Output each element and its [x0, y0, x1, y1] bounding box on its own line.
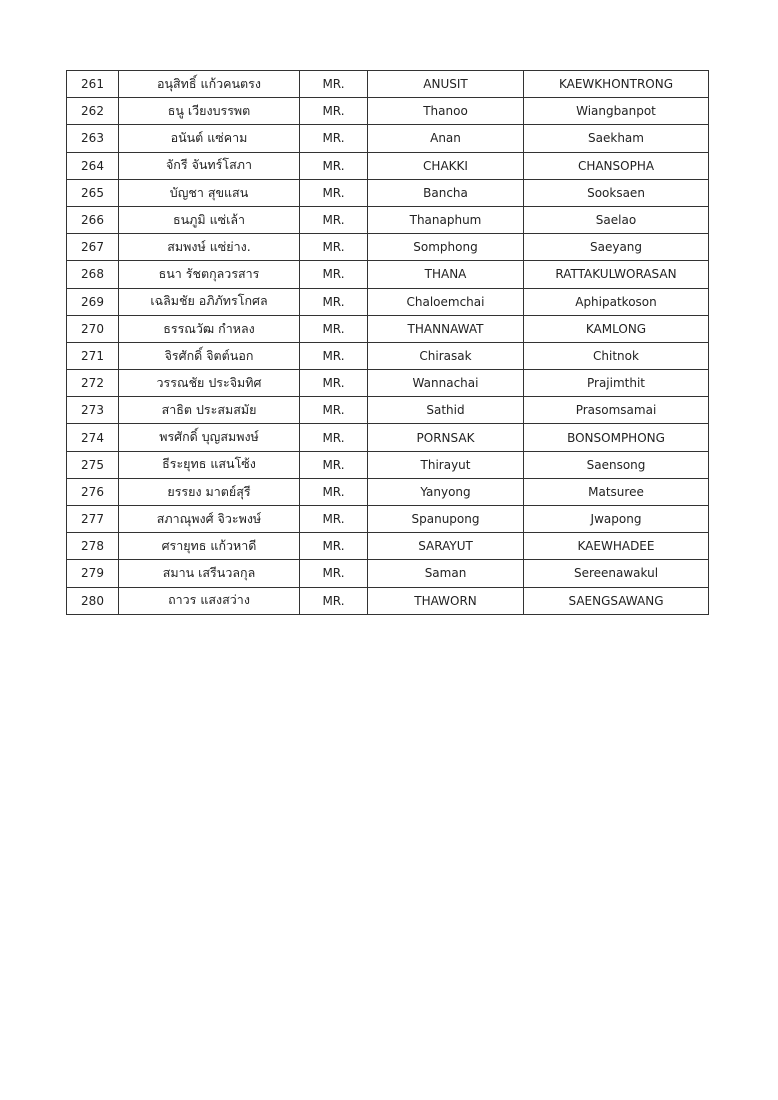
last-name-cell: Matsuree	[524, 478, 709, 505]
title-cell: MR.	[300, 234, 368, 261]
first-name-cell: THAWORN	[368, 587, 524, 614]
last-name-cell: Prajimthit	[524, 370, 709, 397]
thai-name-cell: สาธิต ประสมสมัย	[119, 397, 300, 424]
row-number-cell: 267	[67, 234, 119, 261]
last-name-cell: BONSOMPHONG	[524, 424, 709, 451]
table-row	[67, 424, 709, 451]
row-number-cell: 272	[67, 370, 119, 397]
first-name-cell: Anan	[368, 125, 524, 152]
title-cell: MR.	[300, 533, 368, 560]
table-row	[67, 397, 709, 424]
last-name-cell: Prasomsamai	[524, 397, 709, 424]
last-name-cell: SAENGSAWANG	[524, 587, 709, 614]
table-row	[67, 560, 709, 587]
thai-name-cell: ถาวร แสงสว่าง	[119, 587, 300, 614]
first-name-cell: THANNAWAT	[368, 315, 524, 342]
title-cell: MR.	[300, 315, 368, 342]
last-name-cell: RATTAKULWORASAN	[524, 261, 709, 288]
first-name-cell: THANA	[368, 261, 524, 288]
row-number-cell: 278	[67, 533, 119, 560]
title-cell: MR.	[300, 478, 368, 505]
row-number-cell: 269	[67, 288, 119, 315]
row-number-cell: 271	[67, 342, 119, 369]
first-name-cell: Spanupong	[368, 506, 524, 533]
last-name-cell: Jwapong	[524, 506, 709, 533]
first-name-cell: Somphong	[368, 234, 524, 261]
first-name-cell: Wannachai	[368, 370, 524, 397]
table-row	[67, 125, 709, 152]
first-name-cell: Bancha	[368, 179, 524, 206]
row-number-cell: 266	[67, 206, 119, 233]
first-name-cell: Saman	[368, 560, 524, 587]
thai-name-cell: สมาน เสรีนวลกุล	[119, 560, 300, 587]
row-number-cell: 270	[67, 315, 119, 342]
last-name-cell: Saensong	[524, 451, 709, 478]
thai-name-cell: ธรรณวัฒ กำหลง	[119, 315, 300, 342]
table-body	[67, 71, 709, 615]
title-cell: MR.	[300, 451, 368, 478]
title-cell: MR.	[300, 397, 368, 424]
title-cell: MR.	[300, 342, 368, 369]
title-cell: MR.	[300, 288, 368, 315]
last-name-cell: Aphipatkoson	[524, 288, 709, 315]
row-number-cell: 264	[67, 152, 119, 179]
table-row	[67, 506, 709, 533]
table-row	[67, 179, 709, 206]
table-row	[67, 261, 709, 288]
table-row	[67, 478, 709, 505]
row-number-cell: 261	[67, 71, 119, 98]
row-number-cell: 276	[67, 478, 119, 505]
thai-name-cell: ธนภูมิ แซ่เล้า	[119, 206, 300, 233]
table-row	[67, 152, 709, 179]
table-row	[67, 288, 709, 315]
last-name-cell: KAMLONG	[524, 315, 709, 342]
first-name-cell: SARAYUT	[368, 533, 524, 560]
first-name-cell: Chaloemchai	[368, 288, 524, 315]
table-row	[67, 451, 709, 478]
last-name-cell: KAEWKHONTRONG	[524, 71, 709, 98]
table-row	[67, 533, 709, 560]
thai-name-cell: สภาณุพงศ์ จิวะพงษ์	[119, 506, 300, 533]
thai-name-cell: จิรศักดิ์ จิตต์นอก	[119, 342, 300, 369]
first-name-cell: Chirasak	[368, 342, 524, 369]
thai-name-cell: วรรณชัย ประจิมทิศ	[119, 370, 300, 397]
thai-name-cell: อนุสิทธิ์ แก้วคนตรง	[119, 71, 300, 98]
name-list-table	[66, 70, 709, 615]
thai-name-cell: ธนู เวียงบรรพต	[119, 98, 300, 125]
thai-name-cell: จักรี จันทร์โสภา	[119, 152, 300, 179]
row-number-cell: 265	[67, 179, 119, 206]
first-name-cell: Sathid	[368, 397, 524, 424]
thai-name-cell: ธนา รัชตกุลวรสาร	[119, 261, 300, 288]
row-number-cell: 277	[67, 506, 119, 533]
table-row	[67, 71, 709, 98]
title-cell: MR.	[300, 206, 368, 233]
title-cell: MR.	[300, 261, 368, 288]
last-name-cell: Wiangbanpot	[524, 98, 709, 125]
title-cell: MR.	[300, 98, 368, 125]
last-name-cell: CHANSOPHA	[524, 152, 709, 179]
thai-name-cell: เฉลิมชัย อภิภัทรโกศล	[119, 288, 300, 315]
first-name-cell: PORNSAK	[368, 424, 524, 451]
title-cell: MR.	[300, 587, 368, 614]
table-row	[67, 370, 709, 397]
last-name-cell: KAEWHADEE	[524, 533, 709, 560]
thai-name-cell: ศรายุทธ แก้วหาดี	[119, 533, 300, 560]
table-row	[67, 587, 709, 614]
thai-name-cell: บัญชา สุขแสน	[119, 179, 300, 206]
thai-name-cell: พรศักดิ์ บุญสมพงษ์	[119, 424, 300, 451]
last-name-cell: Sooksaen	[524, 179, 709, 206]
last-name-cell: Sereenawakul	[524, 560, 709, 587]
last-name-cell: Saeyang	[524, 234, 709, 261]
first-name-cell: ANUSIT	[368, 71, 524, 98]
name-list-sheet	[66, 70, 709, 615]
last-name-cell: Saelao	[524, 206, 709, 233]
first-name-cell: Thanaphum	[368, 206, 524, 233]
row-number-cell: 275	[67, 451, 119, 478]
thai-name-cell: ยรรยง มาตย์สุรี	[119, 478, 300, 505]
title-cell: MR.	[300, 152, 368, 179]
title-cell: MR.	[300, 370, 368, 397]
last-name-cell: Chitnok	[524, 342, 709, 369]
table-row	[67, 98, 709, 125]
row-number-cell: 280	[67, 587, 119, 614]
first-name-cell: Thanoo	[368, 98, 524, 125]
thai-name-cell: อนันต์ แซ่คาม	[119, 125, 300, 152]
last-name-cell: Saekham	[524, 125, 709, 152]
row-number-cell: 274	[67, 424, 119, 451]
row-number-cell: 263	[67, 125, 119, 152]
thai-name-cell: สมพงษ์ แซ่ย่าง.	[119, 234, 300, 261]
row-number-cell: 279	[67, 560, 119, 587]
title-cell: MR.	[300, 71, 368, 98]
title-cell: MR.	[300, 179, 368, 206]
title-cell: MR.	[300, 424, 368, 451]
first-name-cell: CHAKKI	[368, 152, 524, 179]
title-cell: MR.	[300, 125, 368, 152]
first-name-cell: Thirayut	[368, 451, 524, 478]
row-number-cell: 268	[67, 261, 119, 288]
table-row	[67, 342, 709, 369]
first-name-cell: Yanyong	[368, 478, 524, 505]
table-row	[67, 234, 709, 261]
row-number-cell: 273	[67, 397, 119, 424]
thai-name-cell: ธีระยุทธ แสนโซ้ง	[119, 451, 300, 478]
table-row	[67, 206, 709, 233]
table-row	[67, 315, 709, 342]
title-cell: MR.	[300, 560, 368, 587]
title-cell: MR.	[300, 506, 368, 533]
row-number-cell: 262	[67, 98, 119, 125]
